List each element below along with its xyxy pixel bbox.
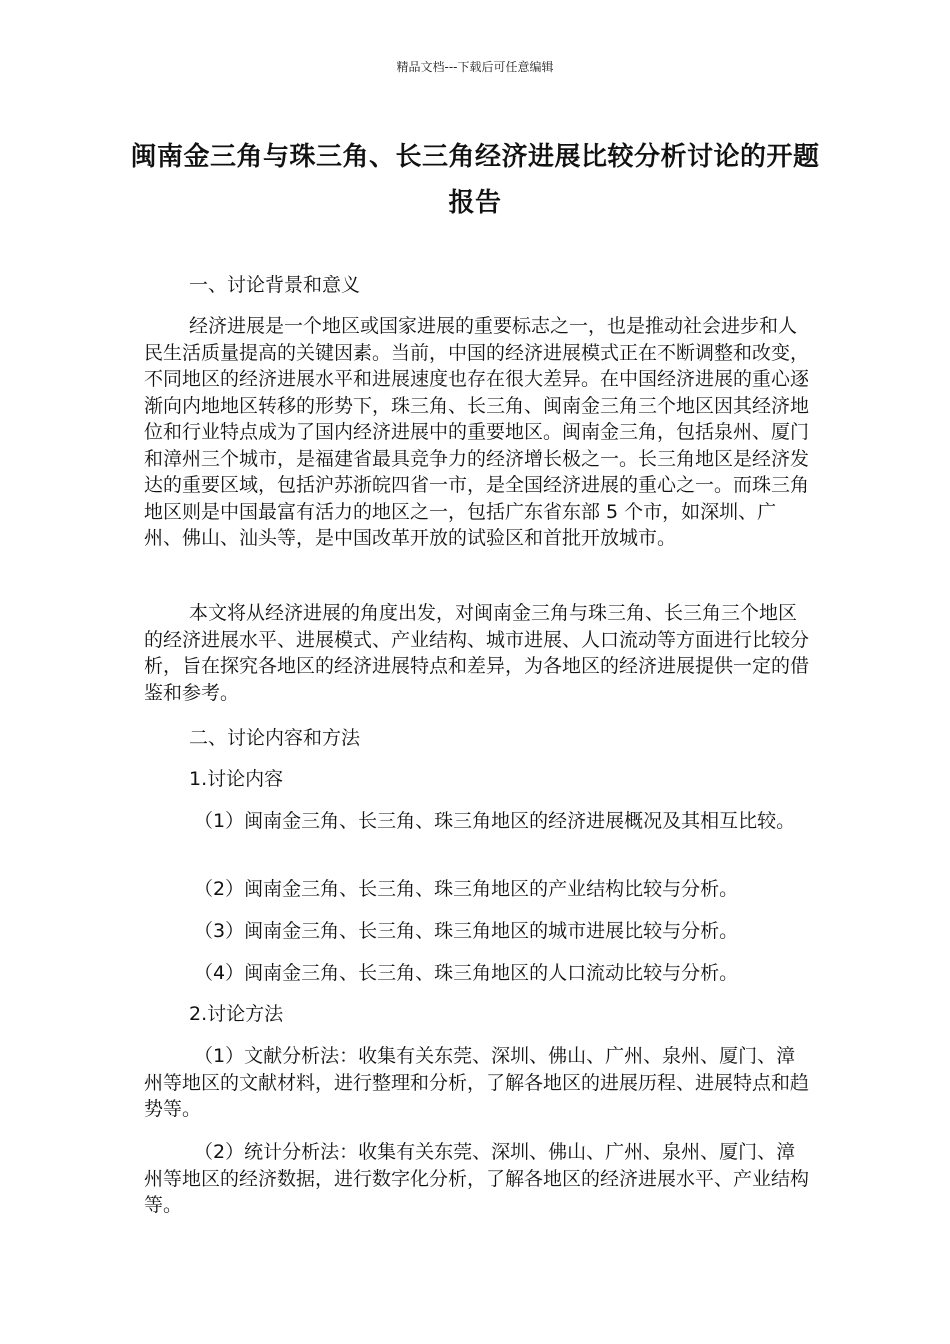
list-item: （3）闽南金三角、长三角、珠三角地区的城市进展比较与分析。 [194, 920, 739, 942]
document-title: 闽南金三角与珠三角、长三角经济进展比较分析讨论的开题报告 [130, 142, 820, 218]
paragraph-background: 经济进展是一个地区或国家进展的重要标志之一，也是推动社会进步和人民生活质量提高的关键因素。当前，中国的经济进展模式正在不断调整和改变，不同地区的经济进展水平和进展速度也存在很大差异。在中国经济进展的重心逐渐向内地地区转移的形势下，珠三角、长三角、闽南金三角三个地区因其经济地位和行业特点成为了国内经济进展中的重要地区。闽南金三角，包括泉州、厦门和漳州三个城市，是福建省最具竞争力的经济增长极之一。长三角地区是经济发达的重要区域，包括沪苏浙皖四省一市，是全国经济进展的重心之一。而珠三角地区则是中国最富有活力的地区之一，包括广东省东部 5 个市，如深圳、广州、佛山、汕头等，是中国改革开放的试验区和首批开放城市。 [144, 315, 810, 549]
list-item: （1）闽南金三角、长三角、珠三角地区的经济进展概况及其相互比较。 [194, 810, 796, 832]
list-item: （4）闽南金三角、长三角、珠三角地区的人口流动比较与分析。 [194, 962, 739, 984]
list-item: （2）统计分析法：收集有关东莞、深圳、佛山、广州、泉州、厦门、漳州等地区的经济数据，进行数字化分析，了解各地区的经济进展水平、产业结构等。 [144, 1141, 810, 1216]
list-item: （2）闽南金三角、长三角、珠三角地区的产业结构比较与分析。 [194, 878, 739, 900]
section-heading-background: 一、讨论背景和意义 [189, 274, 361, 296]
paragraph-purpose: 本文将从经济进展的角度出发，对闽南金三角与珠三角、长三角三个地区的经济进展水平、进展模式、产业结构、城市进展、人口流动等方面进行比较分析，旨在探究各地区的经济进展特点和差异，为各地区的经济进展提供一定的借鉴和参考。 [144, 602, 810, 704]
subheading-research-content: 1.讨论内容 [189, 768, 284, 790]
page-header: 精品文档---下载后可任意编辑 [396, 60, 554, 74]
section-heading-content-methods: 二、讨论内容和方法 [189, 727, 361, 749]
subheading-research-methods: 2.讨论方法 [189, 1003, 284, 1025]
list-item: （1）文献分析法：收集有关东莞、深圳、佛山、广州、泉州、厦门、漳州等地区的文献材料，进行整理和分析，了解各地区的进展历程、进展特点和趋势等。 [144, 1045, 810, 1120]
